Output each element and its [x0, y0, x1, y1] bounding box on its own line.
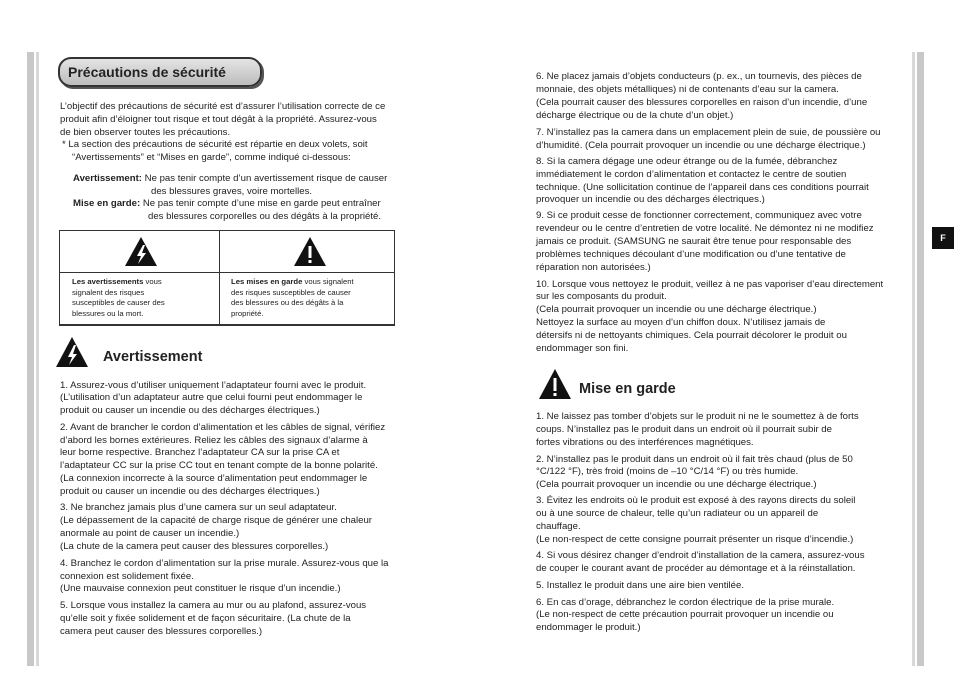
- list-item: d’abord les bornes extérieures. Reliez les câbles des signaux d’alarme à: [60, 435, 368, 446]
- list-item: 4. Branchez le cordon d’alimentation sur la prise murale. Assurez-vous que la: [60, 558, 389, 569]
- list-item: sur les composants du produit.: [536, 291, 667, 302]
- list-item: 3. Évitez les endroits où le produit est exposé à des rayons directs du soleil: [536, 495, 856, 506]
- list-item: (Le non-respect de cette consigne pourrait présenter un risque d’incendie.): [536, 534, 854, 545]
- list-item: coups. N’installez pas le produit dans un endroit où il pourrait subir de: [536, 424, 832, 435]
- list-item: revendeur ou le centre d’entretien de votre localité. Ne démontez ni ne modifiez: [536, 223, 874, 234]
- list-item: jamais ce produit. (SAMSUNG ne saurait être tenue pour responsable des: [536, 236, 852, 247]
- left-margin-bar-inner: [36, 52, 39, 666]
- list-item: (Cela pourrait causer des blessures corporelles en raison d’un incendie, d’une: [536, 97, 868, 108]
- list-item: 7. N’installez pas la camera dans un emplacement plein de suie, de poussière ou: [536, 127, 881, 138]
- list-item: fortes vibrations ou des interférences magnétiques.: [536, 437, 754, 448]
- table-warning-bold: Les avertissements: [72, 277, 144, 286]
- table-caution-text: des risques susceptibles de causer: [231, 287, 351, 297]
- list-item: 1. Assurez-vous d’utiliser uniquement l’adaptateur fourni avec le produit.: [60, 380, 367, 391]
- def-warning: [73, 173, 387, 186]
- intro-line: “Avertissements” et “Mises en garde”, comme indiqué ci-dessous:: [72, 152, 351, 163]
- list-item: endommager le produit.): [536, 622, 641, 633]
- list-item: qu’elle soit y fixée solidement et de façon sécuritaire. (La chute de la: [60, 613, 351, 624]
- list-item: produit ou causer un incendie ou des décharges électriques.): [60, 405, 320, 416]
- list-item: réparation non autorisées.): [536, 262, 651, 273]
- list-item: °C/122 °F), très froid (moins de –10 °C/14 °F) ou très humide.: [536, 466, 799, 477]
- def-warning-label: Avertissement:: [73, 173, 142, 184]
- list-item: problèmes techniques découlant d’une modification ou d’une tentative de: [536, 249, 846, 260]
- list-item: 9. Si ce produit cesse de fonctionner correctement, communiquez avec votre: [536, 210, 862, 221]
- table-caution-text: vous signalent: [302, 277, 354, 286]
- right-margin-bar-inner: [912, 52, 915, 666]
- intro-line: * La section des précautions de sécurité est répartie en deux volets, soit: [62, 139, 368, 150]
- list-item: (La chute de la camera peut causer des blessures corporelles.): [60, 541, 329, 552]
- left-margin-bar: [27, 52, 34, 666]
- list-item: de couper le courant avant de procéder au démontage et à la réinstallation.: [536, 563, 856, 574]
- table-caution-bold: Les mises en garde: [231, 277, 303, 286]
- def-caution-text: Ne pas tenir compte d’une mise en garde peut entraîner: [140, 198, 381, 209]
- exclamation-caution-icon: [293, 236, 327, 267]
- symbol-table: [59, 230, 395, 326]
- exclamation-caution-icon: [538, 368, 572, 400]
- table-warning-text: susceptibles de causer des: [72, 298, 165, 308]
- def-warning-text: Ne pas tenir compte d’un avertissement risque de causer: [141, 173, 388, 184]
- table-warning-text: signalent des risques: [72, 287, 145, 297]
- list-item: anormale au point de causer un incendie.): [60, 528, 240, 539]
- list-item: 10. Lorsque vous nettoyez le produit, veillez à ne pas vaporiser d’eau directement: [536, 279, 884, 290]
- intro-line: de bien observer toutes les précautions.: [60, 127, 231, 138]
- list-item: 4. Si vous désirez changer d’endroit d’installation de la camera, assurez-vous: [536, 550, 865, 561]
- list-item: provoquer un incendie ou des décharges électriques.): [536, 194, 765, 205]
- list-item: camera peut causer des blessures corporelles.): [60, 626, 263, 637]
- caution-heading: Mise en garde: [579, 381, 676, 397]
- list-item: (Cela pourrait provoquer un incendie ou une décharge électrique.): [536, 304, 817, 315]
- list-item: connexion est solidement fixée.: [60, 571, 194, 582]
- def-caution: [73, 198, 381, 211]
- list-item: 2. N’installez pas le produit dans un endroit où il fait très chaud (plus de 50: [536, 454, 853, 465]
- list-item: produit ou causer un incendie ou des décharges électriques.): [60, 486, 320, 497]
- list-item: (Le dépassement de la capacité de charge risque de générer une chaleur: [60, 515, 373, 526]
- list-item: leur borne respective. Branchez l’adaptateur CA sur la prise CA et: [60, 447, 340, 458]
- list-item: immédiatement le cordon d’alimentation et contactez le centre de soutien: [536, 169, 847, 180]
- warning-heading: Avertissement: [103, 349, 203, 365]
- list-item: détersifs ni de nettoyants chimiques. Cela pourrait décolorer le produit ou: [536, 330, 847, 341]
- def-caution-text-2: des blessures corporelles ou des dégâts à la propriété.: [148, 211, 382, 222]
- table-warning-text: blessures ou la mort.: [72, 308, 144, 318]
- list-item: ou à une source de chaleur, telle qu’un radiateur ou un appareil de: [536, 508, 819, 519]
- def-warning-text-2: des blessures graves, voire mortelles.: [151, 186, 313, 197]
- table-caution-text: des blessures ou des dégâts à la: [231, 298, 344, 308]
- list-item: 1. Ne laissez pas tomber d’objets sur le produit ni ne le soumettez à de forts: [536, 411, 859, 422]
- right-margin-bar: [917, 52, 924, 666]
- language-tab: F: [932, 227, 954, 249]
- intro-line: L’objectif des précautions de sécurité est d’assurer l’utilisation correcte de ce: [60, 101, 386, 112]
- list-item: (Le non-respect de cette précaution pourrait provoquer un incendie ou: [536, 609, 834, 620]
- page-title: Précautions de sécurité: [58, 57, 262, 87]
- list-item: l’adaptateur CC sur la prise CC tout en tenant compte de la bonne polarité.: [60, 460, 378, 471]
- list-item: endommager son fini.: [536, 343, 629, 354]
- list-item: décharge électrique ou de la chute d’un objet.): [536, 110, 734, 121]
- list-item: (La connexion incorrecte à la source d’alimentation peut endommager le: [60, 473, 368, 484]
- list-item: 2. Avant de brancher le cordon d’alimentation et les câbles de signal, vérifiez: [60, 422, 386, 433]
- table-warning-text: vous: [143, 277, 162, 286]
- list-item: (L’utilisation d’un adaptateur autre que celui fourni peut endommager le: [60, 392, 363, 403]
- list-item: technique. (Une sollicitation continue de l’appareil dans ces conditions pourrait: [536, 182, 869, 193]
- table-caution-text: propriété.: [231, 308, 264, 318]
- def-caution-label: Mise en garde:: [73, 198, 141, 209]
- list-item: 8. Si la camera dégage une odeur étrange ou de la fumée, débranchez: [536, 156, 838, 167]
- list-item: d’humidité. (Cela pourrait provoquer un incendie ou une décharge électrique.): [536, 140, 866, 151]
- list-item: 5. Installez le produit dans une aire bien ventilée.: [536, 580, 744, 591]
- lightning-warning-icon: [55, 336, 89, 368]
- table-cell-caution: [231, 277, 354, 319]
- lightning-warning-icon: [124, 236, 158, 267]
- list-item: 5. Lorsque vous installez la camera au mur ou au plafond, assurez-vous: [60, 600, 367, 611]
- list-item: 6. Ne placez jamais d’objets conducteurs (p. ex., un tournevis, des pièces de: [536, 71, 862, 82]
- list-item: (Cela pourrait provoquer un incendie ou une décharge électrique.): [536, 479, 817, 490]
- table-cell-warning: [72, 277, 165, 319]
- list-item: monnaie, des objets métalliques) ni de contenants d’eau sur la camera.: [536, 84, 839, 95]
- list-item: (Une mauvaise connexion peut constituer le risque d’un incendie.): [60, 583, 341, 594]
- list-item: Nettoyez la surface au moyen d’un chiffon doux. N’utilisez jamais de: [536, 317, 826, 328]
- intro-line: produit afin d’éloigner tout risque et tout dégât à la propriété. Assurez-vous: [60, 114, 377, 125]
- list-item: 3. Ne branchez jamais plus d’une camera sur un seul adaptateur.: [60, 502, 337, 513]
- list-item: 6. En cas d’orage, débranchez le cordon électrique de la prise murale.: [536, 597, 835, 608]
- list-item: chauffage.: [536, 521, 581, 532]
